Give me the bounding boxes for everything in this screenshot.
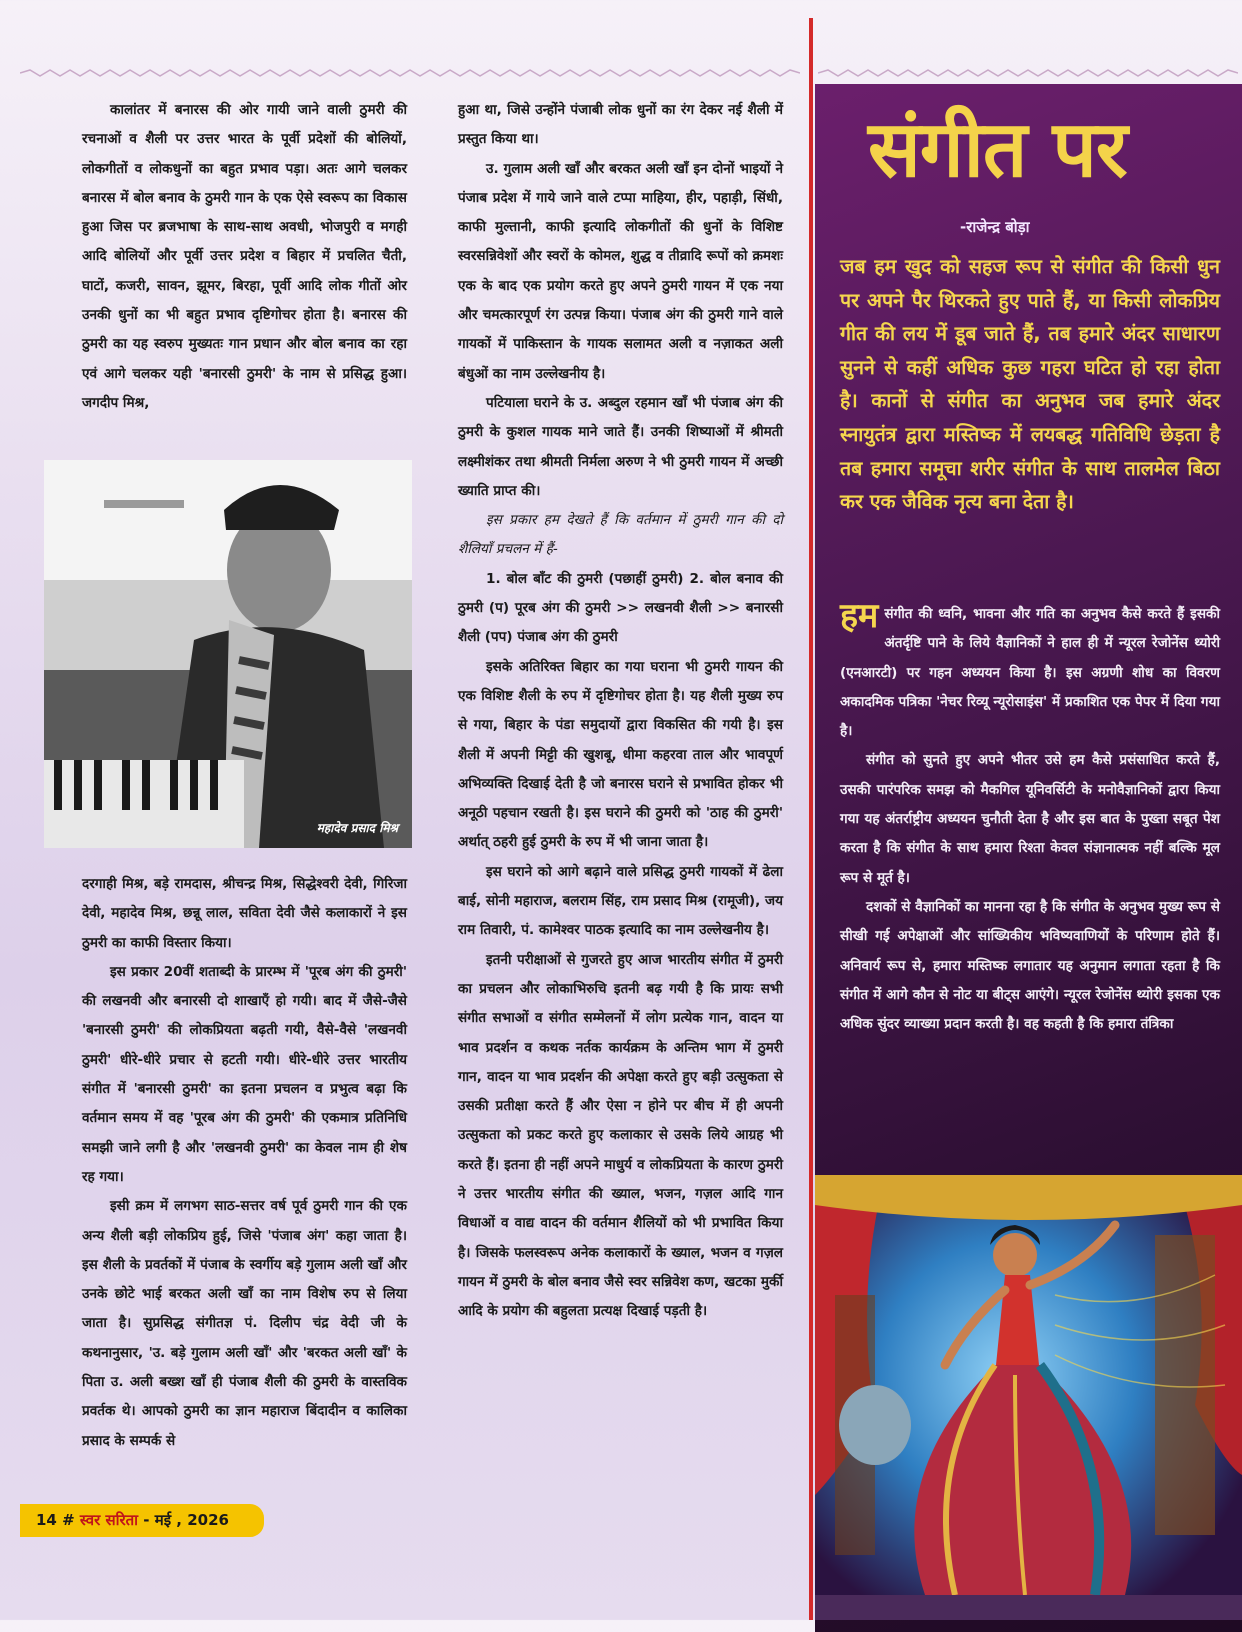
paragraph: इसके अतिरिक्त बिहार का गया घराना भी ठुमरी गायन की एक विशिष्ट शैली के रुप में दृष्टिगोचर होता है। यह शैली मुख्य रुप से गया, बिहार के पंडा समुदायों द्वारा विकसित की गयी है। इस शैली में अपनी मिट्टी की खुशबू, धीमा कहरवा ताल और भावपूर्ण अभिव्यक्ति दिखाई देती है जो बनारस घराने से प्रभावित होकर भी अनूठी पहचान रखती है। इस घराने की ठुमरी को 'ठाह की ठुमरी' अर्थात् ठहरी हुई ठुमरी के रुप में भी जाना जाता है। — [458, 658, 783, 851]
portrait-photo — [44, 460, 412, 848]
section-divider-line — [809, 18, 813, 1620]
dropcap: हम — [840, 596, 879, 636]
top-wave-divider-right — [818, 68, 1238, 78]
first-paragraph — [840, 596, 1220, 746]
paragraph: इतनी परीक्षाओं से गुजरते हुए आज भारतीय संगीत में ठुमरी का प्रचलन और लोकाभिरुचि इतनी बढ़ गयी है कि प्रायः सभी संगीत सभाओं व संगीत सम्मेलनों में लोग प्रत्येक गान, वादन या भाव प्रदर्शन व कथक नर्तक कार्यक्रम के अन्तिम भाग में ठुमरी गान, वादन या भाव प्रदर्शन की अपेक्षा करते हुए बड़ी उत्सुकता से उसकी प्रतीक्षा करते हैं और ऐसा न होने पर बीच में ही अपनी उत्सुकता को प्रकट करते हुए कलाकार से उसके लिये आग्रह भी करते हैं। इतना ही नहीं अपने माधुर्य व लोकप्रियता के कारण ठुमरी ने उत्तर भारतीय संगीत की ख्याल, भजन, गज़ल आदि गान विधाओं व वाद्य वादन की वर्तमान शैलियों को भी प्रभावित किया है। जिसके फलस्वरूप अनेक कलाकारों के ख्याल, भजन व गज़ल गायन में ठुमरी के बोल बनाव जैसे स्वर सन्निवेश कण, खटका मुर्की आदि के प्रयोग की बहुलता प्रत्यक्ष दिखाई पड़ती है। — [458, 951, 783, 1320]
article-body — [840, 596, 1220, 1039]
paragraph: हुआ था, जिसे उन्होंने पंजाबी लोक धुनों का रंग देकर नई शैली में प्रस्तुत किया था। — [458, 102, 783, 148]
paragraph: इस घराने को आगे बढ़ाने वाले प्रसिद्ध ठुमरी गायकों में ढेला बाई, सोनी महाराज, बलराम सिंह, राम प्रसाद मिश्र (रामूजी), जय राम तिवारी, पं. कामेश्वर पाठक इत्यादि का नाम उल्लेखनीय है। — [458, 863, 783, 939]
italic-paragraph: इस प्रकार हम देखते हैं कि वर्तमान में ठुमरी गान की दो शैलियाँ प्रचलन में हैं- — [458, 512, 783, 558]
paragraph: कालांतर में बनारस की ओर गायी जाने वाली ठुमरी की रचनाओं व शैली पर उत्तर भारत के पूर्वी प्रदेशों की बोलियों, लोकगीतों व लोकधुनों का बहुत प्रभाव पड़ा। अतः आगे चलकर बनारस में बोल बनाव के ठुमरी गान के एक ऐसे स्वरूप का विकास हुआ जिस पर ब्रजभाषा के साथ-साथ अवधी, भोजपुरी व मगही आदि बोलियों और पूर्वी उत्तर प्रदेश व बिहार में प्रचलित चैती, घाटों, कजरी, सावन, झूमर, बिरहा, पूर्वी आदि लोक गीतों ओर उनकी धुनों का भी बहुत प्रभाव दृष्टिगोचर होता है। बनारस की ठुमरी का यह स्वरुप मुख्यतः गान प्रधान और बोल बनाव का रहा एवं आगे चलकर यही 'बनारसी ठुमरी' के नाम से प्रसिद्ध हुआ। जगदीप मिश्र, — [82, 102, 407, 411]
article-lead — [840, 250, 1220, 519]
page-number: 14 # — [36, 1511, 75, 1529]
paragraph: पटियाला घराने के उ. अब्दुल रहमान खाँ भी पंजाब अंग की ठुमरी के कुशल गायक माने जाते हैं। उनकी शिष्याओं में श्रीमती लक्ष्मीशंकर तथा श्रीमती निर्मला अरुण ने भी ठुमरी गायन में अच्छी ख्याति प्राप्त की। — [458, 394, 783, 499]
paragraph: इस प्रकार 20वीं शताब्दी के प्रारम्भ में 'पूरब अंग की ठुमरी' की लखनवी और बनारसी दो शाखाएँ हो गयी। बाद में जैसे-जैसे 'बनारसी ठुमरी' की लोकप्रियता बढ़ती गयी, वैसे-वैसे 'लखनवी ठुमरी' धीरे-धीरे प्रचार से हटती गयी। धीरे-धीरे उत्तर भारतीय संगीत में 'बनारसी ठुमरी' का इतना प्रचलन व प्रभुत्व बढ़ा कि वर्तमान समय में वह 'पूरब अंग की ठुमरी' की एकमात्र प्रतिनिधि समझी जाने लगी है और 'लखनवी ठुमरी' का केवल नाम ही शेष रह गया। — [82, 963, 407, 1185]
magazine-name: स्वर सरिता — [79, 1511, 139, 1529]
left-column-bottom — [82, 870, 407, 1456]
paragraph: उ. गुलाम अली खाँ और बरकत अली खाँ इन दोनों भाइयों ने पंजाब प्रदेश में गाये जाने वाले टप्पा माहिया, हीर, पहाड़ी, सिंधी, काफी मुल्तानी, काफी इत्यादि लोकगीतों की धुनों के विशिष्ट स्वरसन्निवेशों और स्वरों के कोमल, शुद्ध व तीव्रादि रूपों को क्रमशः एक के बाद एक प्रयोग करते हुए अपने ठुमरी गायन में एक नया और चमत्कारपूर्ण रंग उत्पन्न किया। पंजाब अंग की ठुमरी गाने वाले गायकों में पाकिस्तान के गायक सलामत अली व नज़ाकत अली बंधुओं का नाम उल्लेखनीय है। — [458, 160, 783, 382]
middle-column — [458, 96, 783, 1326]
top-wave-divider-left — [20, 68, 800, 78]
paragraph: दरगाही मिश्र, बड़े रामदास, श्रीचन्द्र मिश्र, सिद्धेश्वरी देवी, गिरिजा देवी, महादेव मिश्र, छन्नू लाल, सविता देवी जैसे कलाकारों ने इस ठुमरी का काफी विस्तार किया। — [82, 876, 407, 951]
article-author: -राजेन्द्र बोड़ा — [960, 218, 1030, 236]
first-paragraph-text: संगीत की ध्वनि, भावना और गति का अनुभव कैसे करते हैं इसकी अंतर्दृष्टि पाने के लिये वैज्ञानिकों ने हाल ही में न्यूरल रेजोनेंस थ्योरी (एनआरटी) पर गहन अध्ययन किया है। इस अग्रणी शोध का विवरण अकादमिक पत्रिका 'नेचर रिव्यू न्यूरोसाइंस' में प्रकाशित एक पेपर में दिया गया है। — [840, 606, 1220, 740]
dancer-illustration — [815, 1175, 1242, 1620]
issue-date: - मई , 2026 — [143, 1511, 229, 1529]
photo-caption: महादेव प्रसाद मिश्र — [316, 821, 398, 835]
article-title: संगीत पर — [868, 105, 1127, 195]
paragraph: संगीत को सुनते हुए अपने भीतर उसे हम कैसे प्रसंसाधित करते हैं, उसकी पारंपरिक समझ को मैकगिल यूनिवर्सिटी के मनोवैज्ञानिकों द्वारा किया गया यह अंतर्राष्ट्रीय अध्ययन चुनौती देता है और इस बात के पुख्ता सबूत पेश करता है कि संगीत के साथ हमारा रिश्ता केवल संज्ञानात्मक नहीं बल्कि मूल रूप से मूर्त है। — [840, 752, 1220, 886]
paragraph: दशकों से वैज्ञानिकों का मानना रहा है कि संगीत के अनुभव मुख्य रूप से सीखी गई अपेक्षाओं और सांख्यिकीय भविष्यवाणियों के परिणाम होते हैं। अनिवार्य रूप से, हमारा मस्तिष्क लगातार यह अनुमान लगाता रहता है कि संगीत में आगे कौन से नोट या बीट्स आएंगे। न्यूरल रेजोनेंस थ्योरी इसका एक अधिक सुंदर व्याख्या प्रदान करती है। वह कहती है कि हमारा तंत्रिका — [840, 898, 1220, 1033]
dancer-artwork — [815, 1175, 1242, 1620]
portrait-illustration — [44, 460, 412, 848]
paragraph: इसी क्रम में लगभग साठ-सत्तर वर्ष पूर्व ठुमरी गान की एक अन्य शैली बड़ी लोकप्रिय हुई, जिसे 'पंजाब अंग' कहा जाता है। इस शैली के प्रवर्तकों में पंजाब के स्वर्गीय बड़े गुलाम अली खाँ और उनके छोटे भाई बरकत अली खाँ का नाम विशेष रुप से लिया जाता है। सुप्रसिद्ध संगीतज्ञ पं. दिलीप चंद्र वेदी जी के कथनानुसार, 'उ. बड़े गुलाम अली खाँ' और 'बरकत अली खाँ' के पिता उ. अली बख्श खाँ ही पंजाब शैली की ठुमरी के वास्तविक प्रवर्तक थे। आपको ठुमरी का ज्ञान महाराज बिंदादीन व कालिका प्रसाद के सम्पर्क से — [82, 1198, 407, 1449]
page-footer — [20, 1504, 264, 1537]
left-column-top — [82, 96, 407, 418]
lead-paragraph: जब हम खुद को सहज रूप से संगीत की किसी धुन पर अपने पैर थिरकते हुए पाते हैं, या किसी लोकप्रिय गीत की लय में डूब जाते हैं, तब हमारे अंदर साधारण सुनने से कहीं अधिक कुछ गहरा घटित हो रहा होता है। कानों से संगीत का अनुभव जब हमारे अंदर स्नायुतंत्र द्वारा मस्तिष्क में लयबद्ध गतिविधि छेड़ता है तब हमारा समूचा शरीर संगीत के साथ तालमेल बिठा कर एक जैविक नृत्य बना देता है। — [840, 255, 1220, 514]
paragraph: 1. बोल बाँट की ठुमरी (पछाहीं ठुमरी) 2. बोल बनाव की ठुमरी (प) पूरब अंग की ठुमरी >> लखनवी शैली >> बनारसी शैली (पप) पंजाब अंग की ठुमरी — [458, 570, 783, 646]
